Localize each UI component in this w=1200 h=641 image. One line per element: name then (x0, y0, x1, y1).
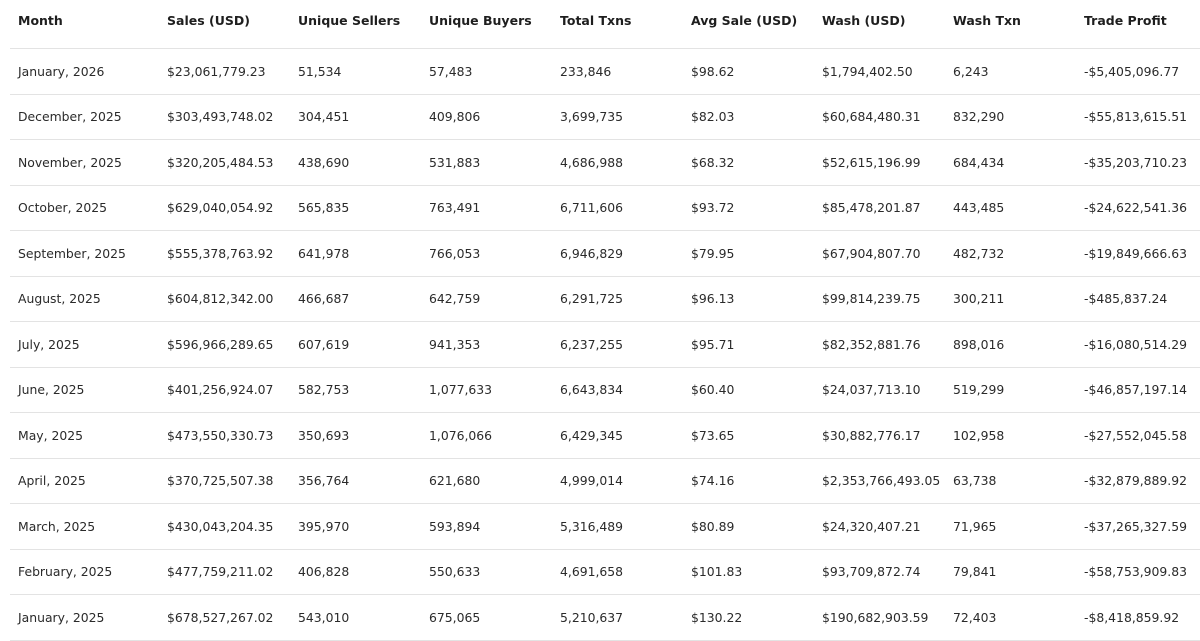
cell-total-txns: 6,643,834 (552, 367, 683, 413)
cell-unique-buyers: 766,053 (421, 231, 552, 277)
cell-total-txns: 6,291,725 (552, 276, 683, 322)
cell-wash-txn: 684,434 (945, 140, 1076, 186)
cell-unique-buyers: 1,077,633 (421, 367, 552, 413)
cell-unique-sellers: 350,693 (290, 413, 421, 459)
column-header-wash-txn: Wash Txn (945, 0, 1076, 49)
cell-wash-usd: $85,478,201.87 (814, 185, 945, 231)
cell-unique-buyers: 763,491 (421, 185, 552, 231)
cell-trade-profit: -$55,813,615.51 (1076, 94, 1200, 140)
cell-unique-buyers: 621,680 (421, 458, 552, 504)
cell-wash-usd: $93,709,872.74 (814, 549, 945, 595)
cell-unique-buyers: 642,759 (421, 276, 552, 322)
table-row (10, 458, 1200, 504)
cell-wash-usd: $82,352,881.76 (814, 322, 945, 368)
cell-unique-sellers: 565,835 (290, 185, 421, 231)
cell-sales-usd: $401,256,924.07 (159, 367, 290, 413)
cell-unique-sellers: 406,828 (290, 549, 421, 595)
cell-unique-buyers: 57,483 (421, 49, 552, 95)
cell-trade-profit: -$35,203,710.23 (1076, 140, 1200, 186)
cell-wash-txn: 898,016 (945, 322, 1076, 368)
cell-month: July, 2025 (10, 322, 159, 368)
cell-trade-profit: -$46,857,197.14 (1076, 367, 1200, 413)
cell-wash-usd: $52,615,196.99 (814, 140, 945, 186)
cell-avg-sale-usd: $79.95 (683, 231, 814, 277)
cell-trade-profit: -$485,837.24 (1076, 276, 1200, 322)
column-header-wash-usd: Wash (USD) (814, 0, 945, 49)
cell-unique-buyers: 550,633 (421, 549, 552, 595)
cell-wash-usd: $67,904,807.70 (814, 231, 945, 277)
table-row (10, 231, 1200, 277)
cell-avg-sale-usd: $73.65 (683, 413, 814, 459)
table-row (10, 322, 1200, 368)
cell-unique-buyers: 409,806 (421, 94, 552, 140)
cell-avg-sale-usd: $60.40 (683, 367, 814, 413)
column-header-month: Month (10, 0, 159, 49)
cell-wash-txn: 519,299 (945, 367, 1076, 413)
column-header-sales-usd: Sales (USD) (159, 0, 290, 49)
cell-total-txns: 6,711,606 (552, 185, 683, 231)
column-header-unique-buyers: Unique Buyers (421, 0, 552, 49)
table-row (10, 413, 1200, 459)
cell-wash-txn: 79,841 (945, 549, 1076, 595)
table-header-row (10, 0, 1200, 49)
cell-total-txns: 4,999,014 (552, 458, 683, 504)
cell-sales-usd: $23,061,779.23 (159, 49, 290, 95)
cell-sales-usd: $629,040,054.92 (159, 185, 290, 231)
cell-unique-sellers: 607,619 (290, 322, 421, 368)
cell-month: December, 2025 (10, 94, 159, 140)
cell-total-txns: 4,691,658 (552, 549, 683, 595)
cell-unique-sellers: 641,978 (290, 231, 421, 277)
cell-month: February, 2025 (10, 549, 159, 595)
cell-wash-txn: 300,211 (945, 276, 1076, 322)
cell-sales-usd: $370,725,507.38 (159, 458, 290, 504)
cell-sales-usd: $477,759,211.02 (159, 549, 290, 595)
cell-wash-txn: 482,732 (945, 231, 1076, 277)
cell-trade-profit: -$19,849,666.63 (1076, 231, 1200, 277)
cell-trade-profit: -$16,080,514.29 (1076, 322, 1200, 368)
cell-total-txns: 6,429,345 (552, 413, 683, 459)
table-row (10, 49, 1200, 95)
cell-total-txns: 6,946,829 (552, 231, 683, 277)
cell-avg-sale-usd: $98.62 (683, 49, 814, 95)
column-header-unique-sellers: Unique Sellers (290, 0, 421, 49)
cell-wash-txn: 102,958 (945, 413, 1076, 459)
cell-wash-usd: $24,037,713.10 (814, 367, 945, 413)
cell-month: November, 2025 (10, 140, 159, 186)
cell-sales-usd: $320,205,484.53 (159, 140, 290, 186)
cell-avg-sale-usd: $101.83 (683, 549, 814, 595)
cell-avg-sale-usd: $74.16 (683, 458, 814, 504)
cell-unique-sellers: 51,534 (290, 49, 421, 95)
cell-month: October, 2025 (10, 185, 159, 231)
cell-avg-sale-usd: $80.89 (683, 504, 814, 550)
cell-unique-sellers: 356,764 (290, 458, 421, 504)
table-row (10, 595, 1200, 641)
cell-month: June, 2025 (10, 367, 159, 413)
cell-unique-buyers: 531,883 (421, 140, 552, 186)
table-row (10, 367, 1200, 413)
cell-trade-profit: -$8,418,859.92 (1076, 595, 1200, 641)
cell-month: September, 2025 (10, 231, 159, 277)
cell-month: April, 2025 (10, 458, 159, 504)
table-body (10, 49, 1200, 641)
cell-wash-txn: 443,485 (945, 185, 1076, 231)
cell-trade-profit: -$24,622,541.36 (1076, 185, 1200, 231)
cell-total-txns: 4,686,988 (552, 140, 683, 186)
cell-total-txns: 3,699,735 (552, 94, 683, 140)
cell-unique-sellers: 466,687 (290, 276, 421, 322)
cell-sales-usd: $678,527,267.02 (159, 595, 290, 641)
column-header-trade-profit: Trade Profit (1076, 0, 1200, 49)
table-row (10, 140, 1200, 186)
cell-month: January, 2026 (10, 49, 159, 95)
cell-avg-sale-usd: $130.22 (683, 595, 814, 641)
cell-sales-usd: $430,043,204.35 (159, 504, 290, 550)
cell-unique-buyers: 593,894 (421, 504, 552, 550)
cell-sales-usd: $473,550,330.73 (159, 413, 290, 459)
cell-wash-usd: $1,794,402.50 (814, 49, 945, 95)
cell-wash-usd: $24,320,407.21 (814, 504, 945, 550)
cell-wash-usd: $99,814,239.75 (814, 276, 945, 322)
cell-unique-sellers: 304,451 (290, 94, 421, 140)
cell-sales-usd: $596,966,289.65 (159, 322, 290, 368)
cell-avg-sale-usd: $68.32 (683, 140, 814, 186)
cell-unique-sellers: 438,690 (290, 140, 421, 186)
table-row (10, 94, 1200, 140)
cell-wash-usd: $30,882,776.17 (814, 413, 945, 459)
cell-trade-profit: -$5,405,096.77 (1076, 49, 1200, 95)
column-header-total-txns: Total Txns (552, 0, 683, 49)
table-row (10, 185, 1200, 231)
cell-total-txns: 233,846 (552, 49, 683, 95)
cell-sales-usd: $555,378,763.92 (159, 231, 290, 277)
table-row (10, 276, 1200, 322)
cell-month: August, 2025 (10, 276, 159, 322)
cell-trade-profit: -$32,879,889.92 (1076, 458, 1200, 504)
column-header-avg-sale-usd: Avg Sale (USD) (683, 0, 814, 49)
cell-unique-buyers: 675,065 (421, 595, 552, 641)
cell-unique-sellers: 582,753 (290, 367, 421, 413)
cell-wash-txn: 63,738 (945, 458, 1076, 504)
table-row (10, 504, 1200, 550)
cell-wash-txn: 6,243 (945, 49, 1076, 95)
cell-unique-buyers: 1,076,066 (421, 413, 552, 459)
cell-total-txns: 6,237,255 (552, 322, 683, 368)
cell-trade-profit: -$27,552,045.58 (1076, 413, 1200, 459)
monthly-stats-table (10, 0, 1200, 641)
cell-avg-sale-usd: $82.03 (683, 94, 814, 140)
cell-unique-sellers: 395,970 (290, 504, 421, 550)
table-row (10, 549, 1200, 595)
cell-month: March, 2025 (10, 504, 159, 550)
cell-total-txns: 5,210,637 (552, 595, 683, 641)
cell-month: May, 2025 (10, 413, 159, 459)
cell-avg-sale-usd: $93.72 (683, 185, 814, 231)
cell-unique-buyers: 941,353 (421, 322, 552, 368)
cell-wash-txn: 71,965 (945, 504, 1076, 550)
cell-wash-txn: 832,290 (945, 94, 1076, 140)
cell-avg-sale-usd: $96.13 (683, 276, 814, 322)
cell-wash-usd: $2,353,766,493.05 (814, 458, 945, 504)
cell-month: January, 2025 (10, 595, 159, 641)
table-header (10, 0, 1200, 49)
cell-wash-usd: $190,682,903.59 (814, 595, 945, 641)
cell-total-txns: 5,316,489 (552, 504, 683, 550)
cell-unique-sellers: 543,010 (290, 595, 421, 641)
cell-sales-usd: $604,812,342.00 (159, 276, 290, 322)
cell-trade-profit: -$58,753,909.83 (1076, 549, 1200, 595)
cell-trade-profit: -$37,265,327.59 (1076, 504, 1200, 550)
cell-sales-usd: $303,493,748.02 (159, 94, 290, 140)
cell-wash-usd: $60,684,480.31 (814, 94, 945, 140)
cell-wash-txn: 72,403 (945, 595, 1076, 641)
cell-avg-sale-usd: $95.71 (683, 322, 814, 368)
